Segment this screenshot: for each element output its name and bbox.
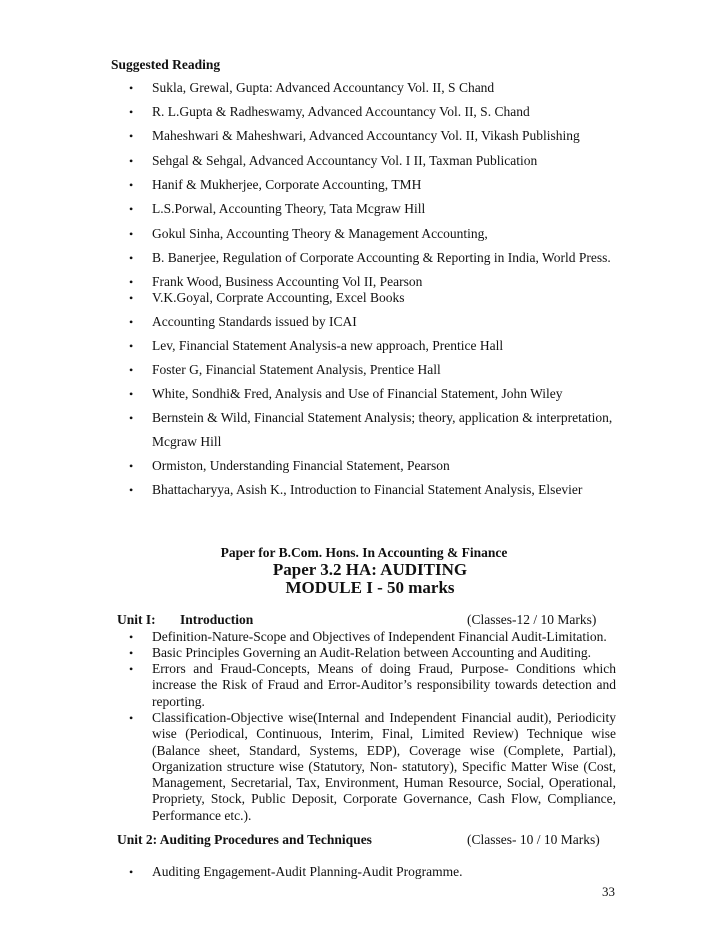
- page-number: 33: [602, 884, 615, 899]
- bullet-icon: •: [129, 315, 134, 329]
- reading-item: Foster G, Financial Statement Analysis, Prentice Hall: [152, 362, 441, 377]
- reading-item: Lev, Financial Statement Analysis-a new approach, Prentice Hall: [152, 338, 504, 353]
- bullet-icon: •: [129, 129, 134, 143]
- paper-line-1: Paper for B.Com. Hons. In Accounting & Finance: [220, 545, 508, 560]
- unit1-point: Classification-Objective wise(Internal and Independent Financial audit), Periodicity wise (Periodical, Continuous, Interim, Final, Limited Review) Technique wise (Balance sheet, Standard, Systems, EDP), Coverage wise (Complete, Partial), Organization structure wise (Statutory, Non- statutory), Specific Matter Wise (Cost, Management, Secretarial, Tax, Environment, Human Resource, Social, Operational, Propriety, Stock, Public Deposit, Corporate Governance, Cash Flow, Compliance, Performance etc.).: [152, 710, 616, 823]
- bullet-icon: •: [129, 275, 134, 289]
- bullet-icon: •: [129, 459, 134, 473]
- bullet-icon: •: [129, 291, 134, 305]
- bullet-icon: •: [129, 105, 134, 119]
- reading-item: L.S.Porwal, Accounting Theory, Tata Mcgraw Hill: [152, 201, 426, 216]
- bullet-icon: •: [129, 411, 134, 425]
- bullet-icon: •: [129, 227, 134, 241]
- reading-item: White, Sondhi& Fred, Analysis and Use of Financial Statement, John Wiley: [152, 386, 563, 401]
- unit1-title: Introduction: [180, 612, 254, 627]
- reading-item: Ormiston, Understanding Financial Statement, Pearson: [152, 458, 450, 473]
- reading-item: Bhattacharyya, Asish K., Introduction to Financial Statement Analysis, Elsevier: [152, 482, 583, 497]
- bullet-icon: •: [129, 339, 134, 353]
- unit2-classes: (Classes- 10 / 10 Marks): [467, 832, 600, 847]
- bullet-icon: •: [129, 711, 134, 725]
- bullet-icon: •: [129, 81, 134, 95]
- bullet-icon: •: [129, 363, 134, 377]
- reading-item: V.K.Goyal, Corprate Accounting, Excel Books: [152, 290, 405, 305]
- bullet-icon: •: [129, 202, 134, 216]
- suggested-reading-heading: Suggested Reading: [111, 57, 221, 72]
- reading-item: Sukla, Grewal, Gupta: Advanced Accountancy Vol. II, S Chand: [152, 80, 495, 95]
- unit2-point: Auditing Engagement-Audit Planning-Audit Programme.: [152, 864, 463, 879]
- unit1-point: Definition-Nature-Scope and Objectives of Independent Financial Audit-Limitation.: [152, 629, 607, 644]
- reading-item: Accounting Standards issued by ICAI: [152, 314, 357, 329]
- reading-item: B. Banerjee, Regulation of Corporate Accounting & Reporting in India, World Press.: [152, 250, 611, 265]
- bullet-icon: •: [129, 387, 134, 401]
- reading-item: Mcgraw Hill: [152, 434, 222, 449]
- unit2-title: Unit 2: Auditing Procedures and Techniques: [117, 832, 372, 847]
- paper-title: Paper 3.2 HA: AUDITING: [272, 560, 468, 579]
- module-title: MODULE I - 50 marks: [285, 578, 455, 597]
- reading-item: R. L.Gupta & Radheswamy, Advanced Accountancy Vol. II, S. Chand: [152, 104, 530, 119]
- reading-item: Frank Wood, Business Accounting Vol II, Pearson: [152, 274, 423, 289]
- unit1-label: Unit I:: [117, 612, 156, 627]
- bullet-icon: •: [129, 630, 134, 644]
- reading-item: Hanif & Mukherjee, Corporate Accounting, TMH: [152, 177, 422, 192]
- reading-item: Sehgal & Sehgal, Advanced Accountancy Vol. I II, Taxman Publication: [152, 153, 538, 168]
- reading-item: Bernstein & Wild, Financial Statement Analysis; theory, application & interpretation,: [152, 410, 613, 425]
- bullet-icon: •: [129, 662, 134, 676]
- reading-item: Gokul Sinha, Accounting Theory & Management Accounting,: [152, 226, 488, 241]
- unit1-classes: (Classes-12 / 10 Marks): [467, 612, 597, 627]
- bullet-icon: •: [129, 154, 134, 168]
- bullet-icon: •: [129, 251, 134, 265]
- reading-item: Maheshwari & Maheshwari, Advanced Accountancy Vol. II, Vikash Publishing: [152, 128, 580, 143]
- bullet-icon: •: [129, 646, 134, 660]
- unit1-point: Basic Principles Governing an Audit-Relation between Accounting and Auditing.: [152, 645, 592, 660]
- bullet-icon: •: [129, 483, 134, 497]
- bullet-icon: •: [129, 178, 134, 192]
- unit1-point: Errors and Fraud-Concepts, Means of doing Fraud, Purpose- Conditions which increase the Risk of Fraud and Error-Auditor’s responsibility towards detection and reporting.: [152, 661, 616, 709]
- bullet-icon: •: [129, 865, 134, 879]
